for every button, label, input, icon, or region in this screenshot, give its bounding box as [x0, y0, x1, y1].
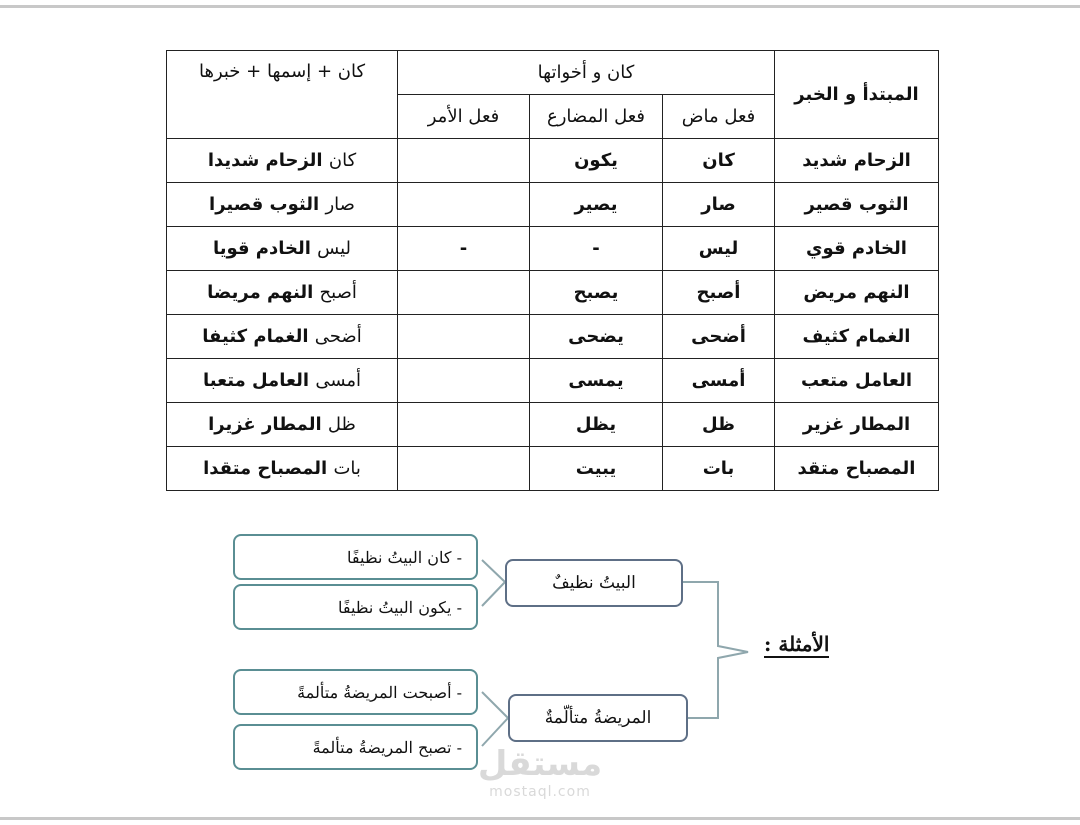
bottom-border-line: [0, 817, 1080, 820]
row-base-sentence: الثوب قصير: [775, 183, 939, 227]
example-item: [233, 534, 478, 580]
row-base-sentence: النهم مريض: [775, 271, 939, 315]
row-madi-verb: ليس: [663, 227, 775, 271]
example-center-sentence-2: [508, 694, 688, 742]
row-result-sentence: ليس الخادم قويا: [167, 227, 398, 271]
row-madi-verb: أمسى: [663, 359, 775, 403]
row-mudari-verb: يظل: [530, 403, 663, 447]
header-madi: فعل ماض: [663, 95, 775, 139]
row-madi-verb: كان: [663, 139, 775, 183]
center-sentence-text: البيتُ نظيفٌ: [552, 573, 636, 593]
example-text: - كان البيتُ نظيفًا: [347, 547, 462, 567]
row-result-sentence: أضحى الغمام كثيفا: [167, 315, 398, 359]
header-mubtada: المبتدأ و الخبر: [775, 51, 939, 139]
example-item: [233, 584, 478, 630]
center-sentence-text: المريضةُ متألّمةٌ: [544, 708, 652, 728]
examples-label: الأمثلة :: [764, 632, 830, 656]
example-text: - أصبحت المريضةُ متألمةً: [297, 682, 462, 702]
row-result-sentence: صار الثوب قصيرا: [167, 183, 398, 227]
row-result-sentence: ظل المطار غزيرا: [167, 403, 398, 447]
row-mudari-verb: يصبح: [530, 271, 663, 315]
row-mudari-verb: يصير: [530, 183, 663, 227]
example-center-sentence-1: [505, 559, 683, 607]
row-result-sentence: أصبح النهم مريضا: [167, 271, 398, 315]
row-mudari-verb: -: [530, 227, 663, 271]
header-amr: فعل الأمر: [398, 95, 530, 139]
watermark-arabic: مستقل: [477, 744, 603, 784]
row-result-sentence: بات المصباح متقدا: [167, 447, 398, 491]
row-base-sentence: الخادم قوي: [775, 227, 939, 271]
example-text: - تصبح المريضةُ متألمةً: [312, 737, 462, 757]
connector-group2-items: [482, 692, 508, 746]
example-item: [233, 669, 478, 715]
row-mudari-verb: يبيت: [530, 447, 663, 491]
row-amr-verb: -: [398, 227, 530, 271]
header-mudari: فعل المضارع: [530, 95, 663, 139]
row-madi-verb: أضحى: [663, 315, 775, 359]
connector-group1-items: [482, 560, 505, 606]
row-madi-verb: بات: [663, 447, 775, 491]
row-base-sentence: الزحام شديد: [775, 139, 939, 183]
row-result-sentence: أمسى العامل متعبا: [167, 359, 398, 403]
row-madi-verb: صار: [663, 183, 775, 227]
row-base-sentence: العامل متعب: [775, 359, 939, 403]
example-item: [233, 724, 478, 770]
connector-brace: [683, 582, 748, 718]
row-mudari-verb: يمسى: [530, 359, 663, 403]
watermark-latin: mostaql.com: [489, 784, 591, 800]
header-kana-group: كان و أخواتها: [398, 51, 775, 95]
row-base-sentence: المصباح متقد: [775, 447, 939, 491]
header-result: كان + إسمها + خبرها: [167, 51, 398, 139]
example-text: - يكون البيتُ نظيفًا: [337, 597, 462, 617]
row-madi-verb: أصبح: [663, 271, 775, 315]
mostaql-watermark: [470, 745, 610, 801]
row-mudari-verb: يكون: [530, 139, 663, 183]
row-madi-verb: ظل: [663, 403, 775, 447]
row-base-sentence: المطار غزير: [775, 403, 939, 447]
row-result-sentence: كان الزحام شديدا: [167, 139, 398, 183]
row-base-sentence: الغمام كثيف: [775, 315, 939, 359]
row-mudari-verb: يضحى: [530, 315, 663, 359]
